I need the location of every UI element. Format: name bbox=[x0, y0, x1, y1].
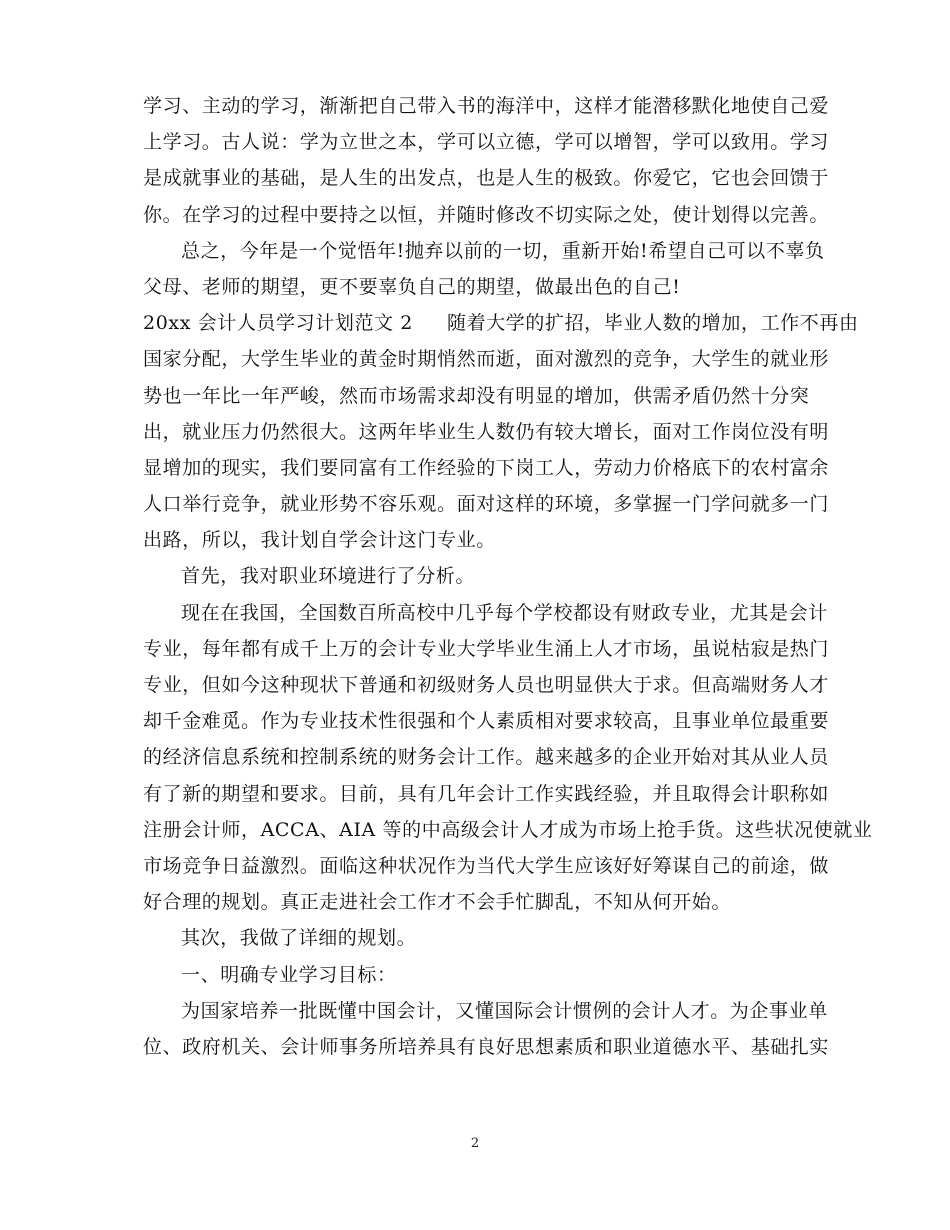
text-line: 学习、主动的学习，渐渐把自己带入书的海洋中，这样才能潜移默化地使自己爱 bbox=[143, 95, 830, 117]
text-line: 注册会计师，ACCA、AIA 等的中高级会计人才成为市场上抢手货。这些状况使就业 bbox=[143, 818, 873, 841]
text-line: 却千金难觅。作为专业技术性很强和个人素质相对要求较高，且事业单位最重要 bbox=[143, 710, 830, 733]
text-line: 位、政府机关、会计师事务所培养具有良好思想素质和职业道德水平、基础扎实 bbox=[143, 1035, 830, 1058]
text-line: 出，就业压力仍然很大。这两年毕业生人数仍有较大增长，面对工作岗位没有明 bbox=[143, 420, 830, 443]
list-heading-line: 一、明确专业学习目标： bbox=[181, 963, 397, 986]
paragraph-start-line: 首先，我对职业环境进行了分析。 bbox=[181, 565, 476, 588]
text-line: 出路，所以，我计划自学会计这门专业。 bbox=[143, 529, 496, 552]
text-line: 国家分配，大学生毕业的黄金时期悄然而逝，面对激烈的竞争，大学生的就业形 bbox=[143, 348, 830, 371]
text-line: 好合理的规划。真正走进社会工作才不会手忙脚乱，不知从何开始。 bbox=[143, 891, 732, 914]
text-line: 人口举行竞争，就业形势不容乐观。面对这样的环境，多掌握一门学问就多一门 bbox=[143, 493, 830, 516]
section-heading-line bbox=[143, 305, 859, 341]
text-line: 专业，每年都有成千上万的会计专业大学毕业生涌上人才市场，虽说枯寂是热门 bbox=[143, 637, 830, 660]
paragraph-start-line: 其次，我做了详细的规划。 bbox=[181, 927, 417, 950]
text-line: 势也一年比一年严峻，然而市场需求却没有明显的增加，供需矛盾仍然十分突 bbox=[143, 384, 810, 407]
text-line: 父母、老师的期望，更不要辜负自己的期望，做最出色的自己! bbox=[143, 275, 681, 298]
text-line: 上学习。古人说：学为立世之本，学可以立德，学可以增智，学可以致用。学习 bbox=[143, 131, 830, 154]
text-line: 显增加的现实，我们要同富有工作经验的下岗工人，劳动力价格底下的农村富余 bbox=[143, 456, 830, 479]
page-number: 2 bbox=[470, 1136, 480, 1151]
text-line: 市场竞争日益激烈。面临这种状况作为当代大学生应该好好筹谋自己的前途，做 bbox=[143, 854, 830, 877]
paragraph-start-line: 为国家培养一批既懂中国会计，又懂国际会计惯例的会计人才。为企事业单 bbox=[181, 999, 828, 1022]
text-line: 有了新的期望和要求。目前，具有几年会计工作实践经验，并且取得会计职称如 bbox=[143, 782, 830, 805]
document-body bbox=[143, 88, 873, 1065]
section-heading: 20xx 会计人员学习计划范文 2 bbox=[143, 312, 413, 335]
text-line: 的经济信息系统和控制系统的财务会计工作。越来越多的企业开始对其从业人员 bbox=[143, 746, 830, 769]
paragraph-start-line: 现在在我国，全国数百所高校中几乎每个学校都设有财政专业，尤其是会计 bbox=[181, 601, 828, 624]
heading-continuation-text: 随着大学的扩招，毕业人数的增加，工作不再由 bbox=[446, 312, 859, 335]
paragraph-start-line: 总之，今年是一个觉悟年!抛弃以前的一切，重新开始!希望自己可以不辜负 bbox=[181, 239, 825, 262]
text-line: 专业，但如今这种现状下普通和初级财务人员也明显供大于求。但高端财务人才 bbox=[143, 674, 830, 696]
text-line: 你。在学习的过程中要持之以恒，并随时修改不切实际之处，使计划得以完善。 bbox=[143, 203, 830, 226]
text-line: 是成就事业的基础，是人生的出发点，也是人生的极致。你爱它，它也会回馈于 bbox=[143, 167, 830, 190]
